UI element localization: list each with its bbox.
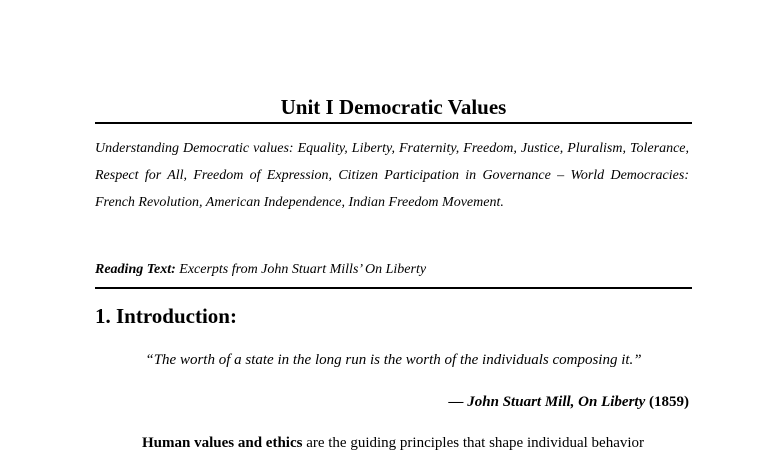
body-paragraph [95,431,692,455]
attribution-year: (1859) [649,394,689,410]
top-divider [95,122,692,124]
quote-attribution [449,390,689,414]
reading-label: Reading Text: [95,262,176,277]
reading-text-line [95,258,692,282]
reading-title: Excerpts from John Stuart Mills’ On Liberty [179,262,427,277]
attribution-author: — John Stuart Mill, On Liberty [448,394,646,410]
epigraph-quote: “The worth of a state in the long run is the worth of the individuals composing it.” [145,352,642,368]
unit-title: Unit I Democratic Values [280,95,507,119]
section-heading: 1. Introduction: [95,304,237,328]
body-rest: are the guiding principles that shape individual behavior [302,435,645,451]
bottom-divider [95,287,692,289]
syllabus-text: Understanding Democratic values: Equality, Liberty, Fraternity, Freedom, Justice, Pluralism, Tolerance, Respect for All, Freedom of Expression, Citizen Participation in Governance – World Democracies: French Revolution, American Independence, Indian Freedom Movement. [95,141,689,210]
body-lead: Human values and ethics [142,435,303,451]
